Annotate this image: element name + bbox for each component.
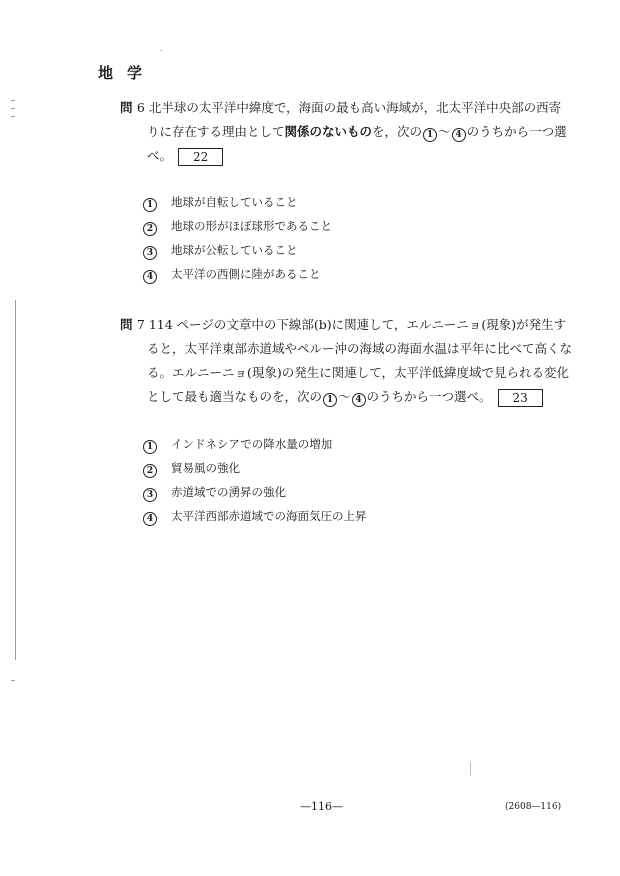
choice-marker: 4 — [143, 512, 157, 526]
question-6-line-3: べ。 22 — [120, 144, 560, 168]
exam-code: (2608—116) — [505, 802, 562, 812]
choice-marker: 1 — [143, 198, 157, 212]
question-6-line-1: 問 6 北半球の太平洋中緯度で，海面の最も高い海域が，北太平洋中央部の西寄 — [120, 96, 560, 120]
choice-marker: 2 — [143, 222, 157, 236]
margin-mark — [11, 100, 15, 101]
margin-mark — [11, 680, 15, 681]
choice-marker: 4 — [143, 270, 157, 284]
choice-item[interactable]: 3 地球が公転していること — [143, 238, 332, 262]
question-6 — [120, 96, 567, 168]
circled-number: 1 — [323, 393, 337, 407]
choice-item[interactable]: 4 太平洋西部赤道域での海面気圧の上昇 — [143, 504, 367, 528]
question-7-line-1: 問 7 114 ページの文章中の下線部(b)に関連して，エルニーニョ(現象)が発生す — [120, 313, 560, 337]
question-6-line-2: りに存在する理由として関係のないものを，次の 1 ～ 4 のうちから一つ選 — [147, 124, 567, 140]
choice-item[interactable]: 3 赤道域での湧昇の強化 — [143, 480, 367, 504]
question-7-choices — [143, 432, 367, 528]
question-7-line-3: る。エルニーニョ(現象)の発生に関連して，太平洋低緯度域で見られる変化 — [147, 365, 570, 380]
margin-mark — [11, 108, 15, 109]
binding-margin-rule — [15, 300, 16, 660]
margin-mark — [11, 116, 15, 117]
choice-marker: 1 — [143, 440, 157, 454]
question-7-number: 問 7 — [120, 317, 145, 332]
subject-heading: 地学 — [98, 64, 157, 82]
scan-mark — [470, 762, 471, 776]
question-7 — [120, 313, 573, 409]
circled-number: 4 — [452, 128, 466, 142]
scan-speck — [160, 50, 162, 51]
answer-box-22[interactable]: 22 — [178, 148, 223, 166]
choice-marker: 3 — [143, 488, 157, 502]
choice-item[interactable]: 1 インドネシアでの降水量の増加 — [143, 432, 367, 456]
emphasis-text: 関係のないもの — [284, 124, 373, 139]
question-6-number: 問 6 — [120, 100, 145, 115]
question-6-choices — [143, 190, 332, 286]
answer-box-23[interactable]: 23 — [498, 389, 543, 407]
page-number: —116— — [300, 800, 343, 813]
circled-number: 4 — [352, 393, 366, 407]
choice-marker: 3 — [143, 246, 157, 260]
choice-marker: 2 — [143, 464, 157, 478]
question-7-line-2: ると，太平洋東部赤道域やペルー沖の海域の海面水温は平年に比べて高くな — [147, 341, 573, 356]
question-7-line-4: として最も適当なものを，次の 1 ～ 4 のうちから一つ選べ。 23 — [120, 385, 560, 409]
circled-number: 1 — [423, 128, 437, 142]
choice-item[interactable]: 2 地球の形がほぼ球形であること — [143, 214, 332, 238]
choice-item[interactable]: 1 地球が自転していること — [143, 190, 332, 214]
choice-item[interactable]: 4 太平洋の西側に陸があること — [143, 262, 332, 286]
choice-item[interactable]: 2 貿易風の強化 — [143, 456, 367, 480]
